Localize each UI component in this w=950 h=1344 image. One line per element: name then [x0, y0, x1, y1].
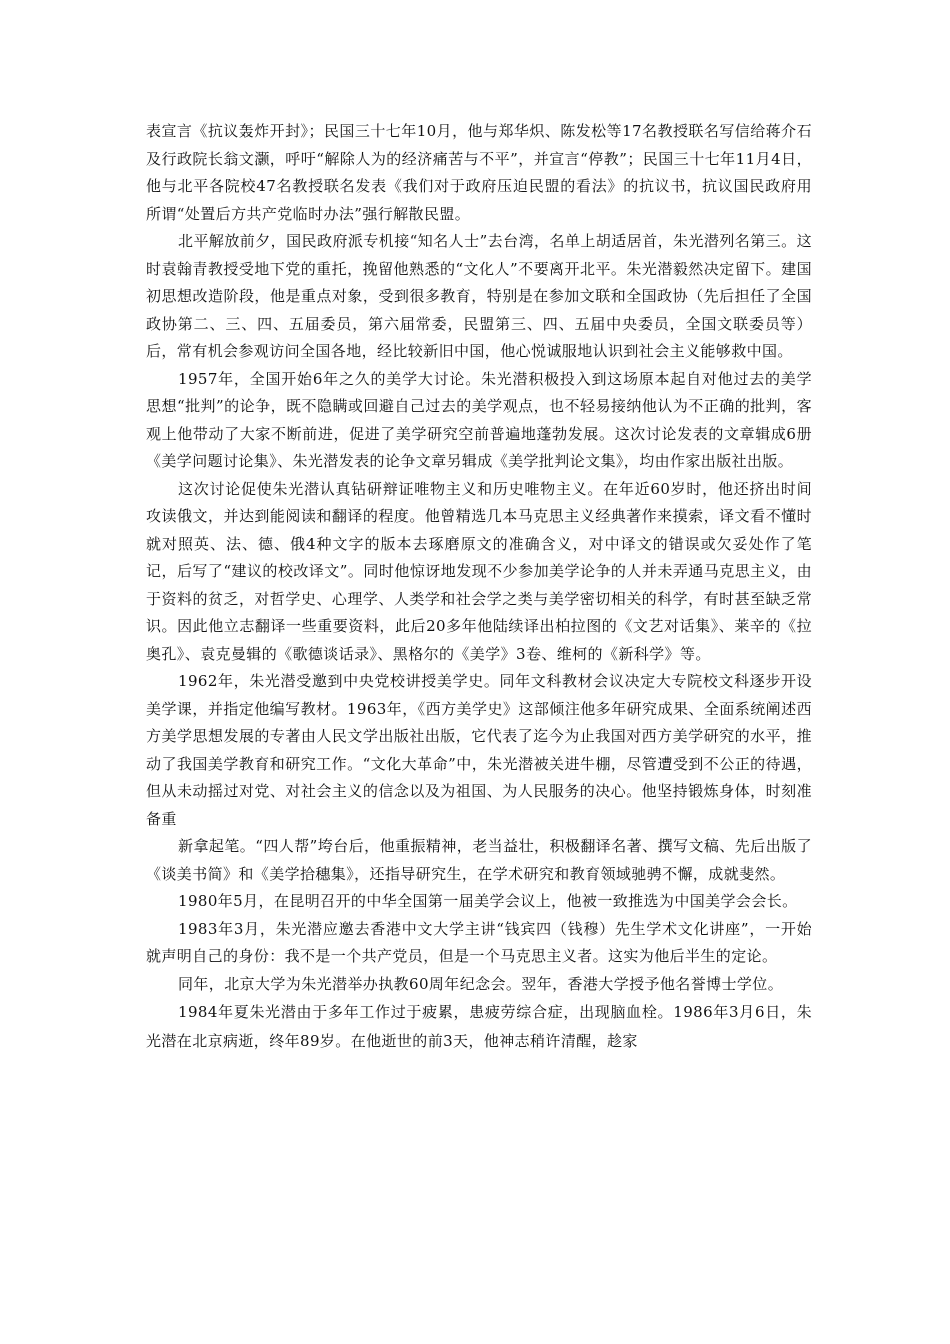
paragraph-6: 新拿起笔。“四人帮”垮台后，他重振精神，老当益壮，积极翻译名著、撰写文稿、先后出版了《谈美书简》和《美学拾穗集》，还指导研究生，在学术研究和教育领域驰骋不懈，成就斐然。	[146, 837, 812, 883]
paragraph-3: 1957年，全国开始6年之久的美学大讨论。朱光潜积极投入到这场原本起自对他过去的美学思想“批判”的论争，既不隐瞒或回避自己过去的美学观点，也不轻易接纳他认为不正确的批判，客观上他带动了大家不断前进，促进了美学研究空前普遍地蓬勃发展。这次讨论发表的文章辑成6册《美学问题讨论集》、朱光潜发表的论争文章另辑成《美学批判论文集》，均由作家出版社出版。	[146, 369, 812, 470]
paragraph-4: 这次讨论促使朱光潜认真钻研辩证唯物主义和历史唯物主义。在年近60岁时，他还挤出时间攻读俄文，并达到能阅读和翻译的程度。他曾精选几本马克思主义经典著作来摸索，译文看不懂时就对照英、法、德、俄4种文字的版本去琢磨原文的准确含义，对中译文的错误或欠妥处作了笔记，后写了“建议的校改译文”。同时他惊讶地发现不少参加美学论争的人并未弄通马克思主义，由于资料的贫乏，对哲学史、心理学、人类学和社会学之类与美学密切相关的科学，有时甚至缺乏常识。因此他立志翻译一些重要资料，此后20多年他陆续译出柏拉图的《文艺对话集》、莱辛的《拉奥孔》、袁克曼辑的《歌德谈话录》、黑格尔的《美学》3卷、维柯的《新科学》等。	[146, 479, 812, 663]
paragraph-2: 北平解放前夕，国民政府派专机接“知名人士”去台湾，名单上胡适居首，朱光潜列名第三。这时袁翰青教授受地下党的重托，挽留他熟悉的“文化人”不要离开北平。朱光潜毅然决定留下。建国初思想改造阶段，他是重点对象，受到很多教育，特别是在参加文联和全国政协（先后担任了全国政协第二、三、四、五届委员，第六届常委，民盟第三、四、五届中央委员，全国文联委员等）后，常有机会参观访问全国各地，经比较新旧中国，他心悦诚服地认识到社会主义能够救中国。	[146, 232, 812, 360]
paragraph-9: 同年，北京大学为朱光潜举办执教60周年纪念会。翌年，香港大学授予他名誉博士学位。	[178, 974, 784, 993]
document-page	[146, 118, 812, 1056]
paragraph-8: 1983年3月，朱光潜应邀去香港中文大学主讲“钱宾四（钱穆）先生学术文化讲座”，一开始就声明自己的身份：我不是一个共产党员，但是一个马克思主义者。这实为他后半生的定论。	[146, 919, 812, 965]
paragraph-1: 表宣言《抗议轰炸开封》；民国三十七年10月，他与郑华炽、陈发松等17名教授联名写信给蒋介石及行政院长翁文灏，呼吁“解除人为的经济痛苦与不平”，并宣言“停教”；民国三十七年11月4日，他与北平各院校47名教授联名发表《我们对于政府压迫民盟的看法》的抗议书，抗议国民政府用所谓“处置后方共产党临时办法”强行解散民盟。	[146, 122, 812, 223]
paragraph-10: 1984年夏朱光潜由于多年工作过于疲累，患疲劳综合症，出现脑血栓。1986年3月6日，朱光潜在北京病逝，终年89岁。在他逝世的前3天，他神志稍许清醒，趁家	[146, 1003, 812, 1050]
paragraph-5: 1962年，朱光潜受邀到中央党校讲授美学史。同年文科教材会议决定大专院校文科逐步开设美学课，并指定他编写教材。1963年，《西方美学史》这部倾注他多年研究成果、全面系统阐述西方美学思想发展的专著由人民文学出版社出版，它代表了迄今为止我国对西方美学研究的水平，推动了我国美学教育和研究工作。“文化大革命”中，朱光潜被关进牛棚，尽管遭受到不公正的待遇，但从未动摇过对党、对社会主义的信念以及为祖国、为人民服务的决心。他坚持锻炼身体，时刻准备重	[146, 672, 812, 828]
paragraph-7: 1980年5月，在昆明召开的中华全国第一届美学会议上，他被一致推选为中国美学会会长。	[178, 892, 798, 910]
